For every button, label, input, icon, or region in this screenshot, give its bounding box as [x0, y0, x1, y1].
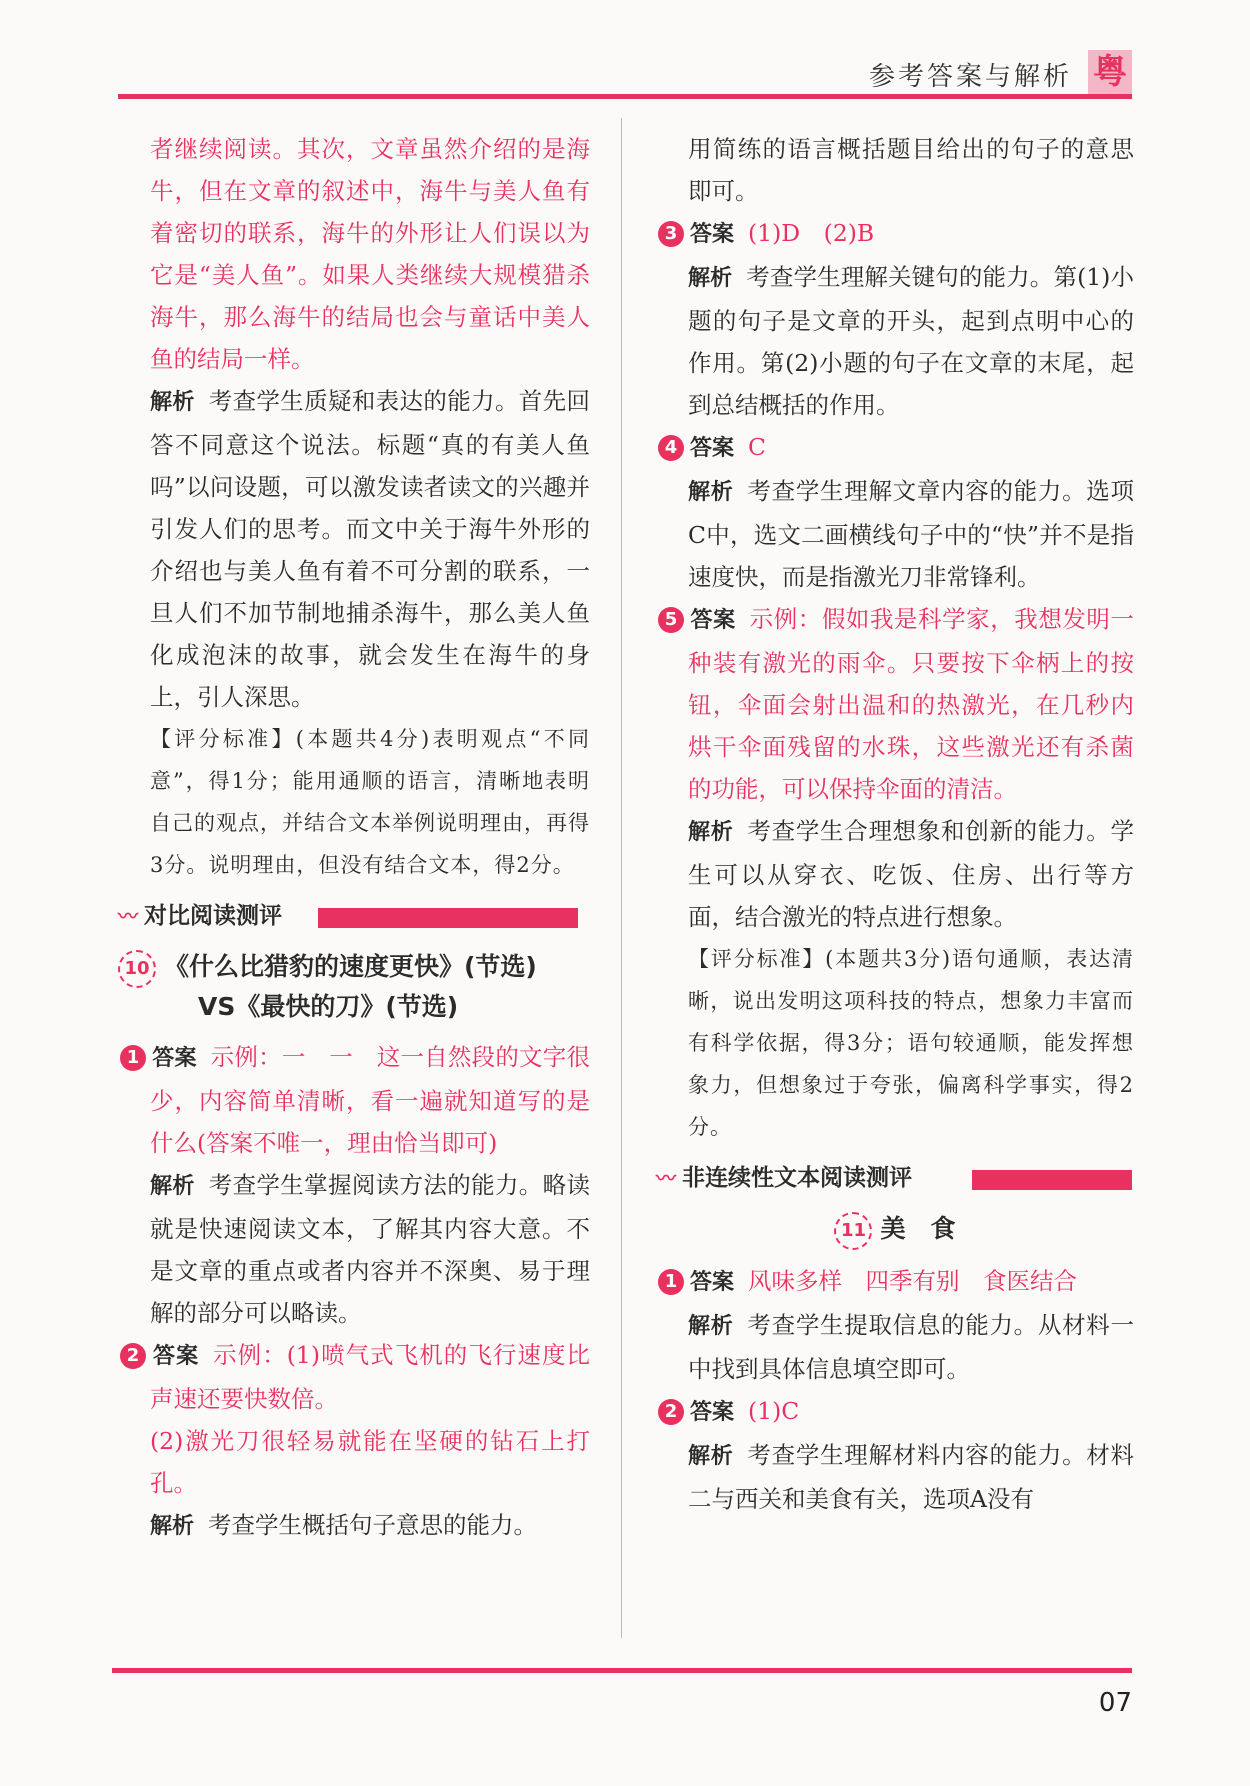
answer-label: 答案 — [690, 608, 736, 633]
question-11-title — [656, 1210, 1134, 1250]
analysis-text: 考查学生概括句子意思的能力。 — [208, 1511, 538, 1539]
answer-label: 答案 — [152, 1344, 200, 1369]
analysis-item-11-1 — [688, 1304, 1134, 1390]
answer-label: 答案 — [152, 1046, 197, 1071]
question-10-title — [118, 948, 590, 1026]
analysis-label: 解析 — [688, 266, 733, 291]
answer-text: 风味多样 四季有别 食医结合 — [748, 1267, 1078, 1295]
answer-item-5 — [664, 598, 1134, 810]
analysis-label: 解析 — [150, 1174, 195, 1199]
answer-text: (1)C — [748, 1397, 800, 1425]
answer-item-4 — [664, 426, 1134, 470]
question-title-line1: 《什么比猎豹的速度更快》(节选) — [164, 952, 537, 981]
analysis-item-4 — [688, 470, 1134, 598]
scoring-criteria: 【评分标准】(本题共4分)表明观点“不同意”，得1分；能用通顺的语言，清晰地表明自己的观点，并结合文本举例说明理由，再得3分。说明理由，但没有结合文本，得2分。 — [150, 727, 590, 877]
item-number-badge: 1 — [120, 1045, 146, 1071]
right-column — [656, 128, 1134, 1520]
left-column — [118, 128, 590, 1548]
analysis-text: 考查学生理解关键句的能力。第(1)小题的句子是文章的开头，起到点明中心的作用。第(2)小题的句子在文章的末尾，起到总结概括的作用。 — [688, 263, 1134, 419]
analysis-label: 解析 — [688, 820, 734, 845]
section-title: 非连续性文本阅读测评 — [682, 1165, 912, 1191]
analysis-text: 考查学生掌握阅读方法的能力。略读就是快速阅读文本，了解其内容大意。不是文章的重点或者内容并不深奥、易于理解的部分可以略读。 — [150, 1171, 590, 1327]
analysis-item-5 — [688, 810, 1134, 938]
analysis-text: 考查学生理解文章内容的能力。选项C中，选文二画横线句子中的“快”并不是指速度快，而是指激光刀非常锋利。 — [688, 477, 1134, 591]
scoring-criteria: 【评分标准】(本题共3分)语句通顺，表达清晰，说出发明这项科技的特点，想象力丰富而有科学依据，得3分；语句较通顺，能发挥想象力，但想象过于夸张，偏离科学事实，得2分。 — [688, 947, 1134, 1139]
question-title: 美 食 — [880, 1214, 956, 1243]
item-number-badge: 1 — [658, 1269, 684, 1295]
analysis-item-2 — [150, 1504, 590, 1548]
footer-rule — [112, 1668, 1132, 1673]
section-bar — [318, 908, 578, 928]
item-number-badge: 5 — [658, 607, 684, 633]
answer-item-2 — [126, 1334, 590, 1420]
wave-icon: 〰 — [656, 1166, 676, 1190]
analysis-text: 考查学生理解材料内容的能力。材料二与西关和美食有关，选项A没有 — [688, 1441, 1134, 1513]
answer-text: 示例：一 一 这一自然段的文字很少，内容简单清晰，看一遍就知道写的是什么(答案不唯一，理由恰当即可) — [150, 1043, 590, 1157]
answer-label: 答案 — [690, 1270, 735, 1295]
column-divider — [621, 118, 622, 1638]
analysis-label: 解析 — [688, 480, 734, 505]
continued-answer: 者继续阅读。其次，文章虽然介绍的是海牛，但在文章的叙述中，海牛与美人鱼有着密切的联系，海牛的外形让人们误以为它是“美人鱼”。如果人类继续大规模猎杀海牛，那么海牛的结局也会与童话中美人鱼的结局一样。 — [150, 135, 590, 373]
analysis-item-1 — [150, 1164, 590, 1334]
analysis-label: 解析 — [688, 1314, 734, 1339]
analysis-item-3 — [688, 256, 1134, 426]
section-title: 对比阅读测评 — [144, 903, 282, 929]
answer-text-2: (2)激光刀很轻易就能在坚硬的钻石上打孔。 — [150, 1427, 590, 1497]
section-header-comparative-reading — [118, 896, 590, 936]
question-title-line2: VS《最快的刀》(节选) — [198, 992, 459, 1021]
header-title: 参考答案与解析 — [868, 62, 1072, 92]
answer-item-1 — [126, 1036, 590, 1164]
answer-item-11-1 — [664, 1260, 1134, 1304]
continued-analysis — [150, 380, 590, 718]
continued-text: 用简练的语言概括题目给出的句子的意思即可。 — [688, 135, 1134, 205]
answer-text: 示例：(1)喷气式飞机的飞行速度比声速还要快数倍。 — [150, 1341, 590, 1413]
analysis-text: 考查学生提取信息的能力。从材料一中找到具体信息填空即可。 — [688, 1311, 1134, 1383]
answer-label: 答案 — [690, 436, 735, 461]
answer-label: 答案 — [690, 222, 735, 247]
section-header-noncontinuous-reading — [656, 1158, 1134, 1198]
answer-text: (1)D (2)B — [748, 219, 875, 247]
question-number-badge: 10 — [118, 950, 156, 988]
page-number: 07 — [1098, 1688, 1132, 1718]
item-number-badge: 2 — [120, 1343, 146, 1369]
analysis-text: 考查学生质疑和表达的能力。首先回答不同意这个说法。标题“真的有美人鱼吗”以问设题，可以激发读者读文的兴趣并引发人们的思考。而文中关于海牛外形的介绍也与美人鱼有着不可分割的联系，一旦人们不加节制地捕杀海牛，那么美人鱼化成泡沫的故事，就会发生在海牛的身上，引人深思。 — [150, 387, 590, 711]
section-bar — [972, 1170, 1132, 1190]
analysis-text: 考查学生合理想象和创新的能力。学生可以从穿衣、吃饭、住房、出行等方面，结合激光的特点进行想象。 — [688, 817, 1134, 931]
analysis-label: 解析 — [150, 390, 195, 415]
header-rule — [118, 94, 1132, 99]
answer-label: 答案 — [690, 1400, 735, 1425]
item-number-badge: 4 — [658, 435, 684, 461]
region-badge: 粤 — [1088, 50, 1132, 94]
answer-item-11-2 — [664, 1390, 1134, 1434]
answer-text: 示例：假如我是科学家，我想发明一种装有激光的雨伞。只要按下伞柄上的按钮，伞面会射出温和的热激光，在几秒内烘干伞面残留的水珠，这些激光还有杀菌的功能，可以保持伞面的清洁。 — [688, 605, 1134, 803]
answer-item-3 — [664, 212, 1134, 256]
analysis-item-11-2 — [688, 1434, 1134, 1520]
analysis-label: 解析 — [688, 1444, 734, 1469]
analysis-label: 解析 — [150, 1514, 195, 1539]
item-number-badge: 2 — [658, 1399, 684, 1425]
answer-text: C — [748, 433, 766, 461]
item-number-badge: 3 — [658, 221, 684, 247]
question-number-badge: 11 — [834, 1212, 872, 1250]
wave-icon: 〰 — [118, 904, 138, 928]
